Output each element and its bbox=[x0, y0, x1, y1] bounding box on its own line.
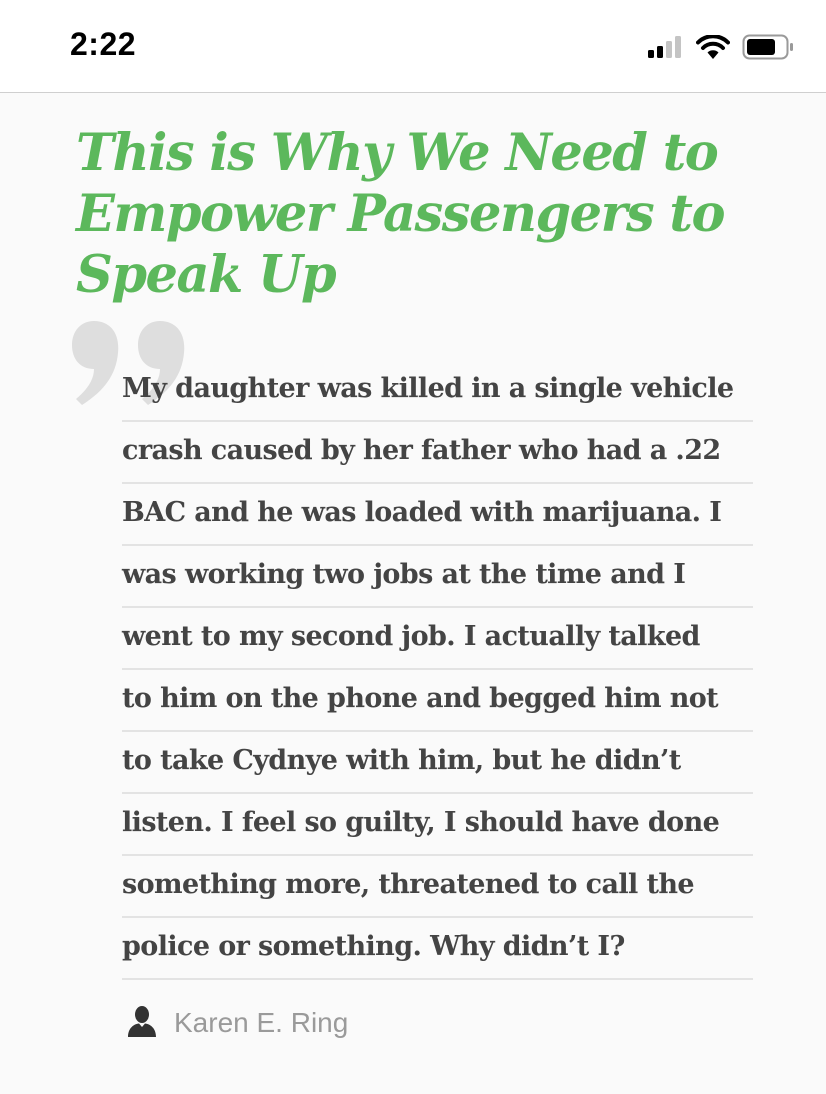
pull-quote bbox=[122, 361, 753, 981]
status-bar bbox=[0, 0, 826, 93]
quote-line: something more, threatened to call the bbox=[122, 857, 753, 918]
headline-line: This is Why We Need to bbox=[76, 123, 718, 183]
quote-line: crash caused by her father who had a .22 bbox=[122, 423, 753, 484]
quote-line: My daughter was killed in a single vehicle bbox=[122, 361, 753, 422]
quote-line: went to my second job. I actually talked bbox=[122, 609, 753, 670]
person-icon bbox=[126, 1005, 158, 1041]
headline-line: Empower Passengers to bbox=[76, 184, 724, 244]
article-headline bbox=[76, 123, 776, 306]
battery-icon bbox=[742, 34, 794, 60]
status-time: 2:22 bbox=[70, 26, 137, 62]
cellular-signal-icon bbox=[648, 36, 684, 58]
quote-line: BAC and he was loaded with marijuana. I bbox=[122, 485, 753, 546]
quote-line: listen. I feel so guilty, I should have done bbox=[122, 795, 753, 856]
quote-line: was working two jobs at the time and I bbox=[122, 547, 753, 608]
quote-line: police or something. Why didn’t I? bbox=[122, 919, 753, 980]
status-icons bbox=[648, 32, 794, 62]
article bbox=[0, 93, 826, 1094]
headline-line: Speak Up bbox=[76, 245, 336, 305]
author-name: Karen E. Ring bbox=[174, 1007, 349, 1038]
wifi-icon bbox=[696, 35, 730, 59]
quote-line: to take Cydnye with him, but he didn’t bbox=[122, 733, 753, 794]
quote-line: to him on the phone and begged him not bbox=[122, 671, 753, 732]
quote-attribution bbox=[126, 1005, 348, 1041]
